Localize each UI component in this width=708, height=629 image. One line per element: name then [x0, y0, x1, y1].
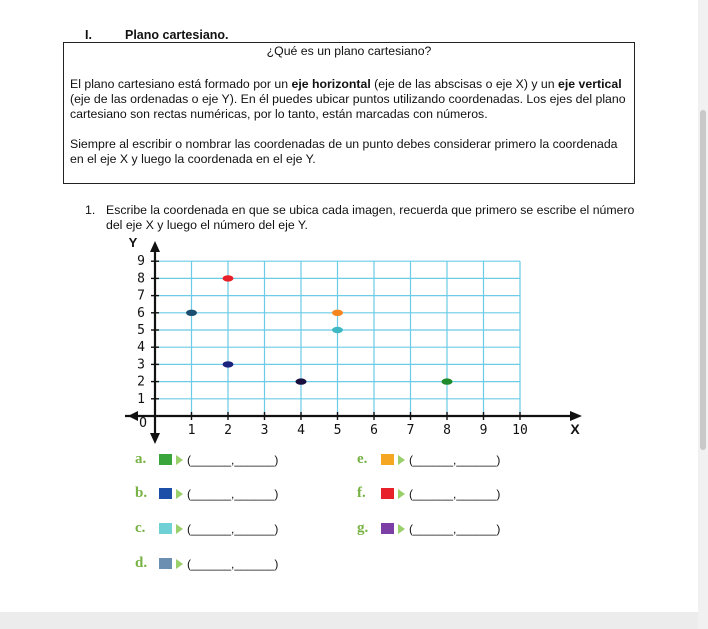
y-tick-label: 3	[137, 357, 145, 373]
triangle-arrow-icon	[176, 489, 183, 499]
color-swatch-icon	[159, 523, 172, 534]
triangle-arrow-icon	[398, 455, 405, 465]
answer-item	[357, 520, 500, 537]
answer-item	[357, 451, 500, 468]
answer-letter: b.	[135, 485, 148, 501]
color-swatch-icon	[381, 523, 394, 534]
p1-bold-horizontal: eje horizontal	[291, 77, 371, 91]
color-swatch-icon	[159, 558, 172, 569]
data-point	[223, 361, 234, 367]
answer-letter: g.	[357, 520, 369, 536]
x-tick-label: 4	[297, 423, 305, 438]
scrollbar-thumb[interactable]	[700, 110, 706, 450]
y-tick-label: 8	[137, 271, 145, 287]
color-swatch-icon	[381, 488, 394, 499]
answer-blank[interactable]: (______,______)	[187, 486, 279, 501]
color-swatch-icon	[159, 454, 172, 465]
task-number: 1.	[85, 203, 96, 217]
x-tick-label: 3	[260, 423, 269, 438]
x-tick-label: 9	[479, 423, 488, 438]
section-title: Plano cartesiano.	[125, 28, 229, 42]
y-tick-label: 2	[137, 374, 145, 390]
answer-letter: e.	[357, 451, 368, 467]
triangle-arrow-icon	[176, 455, 183, 465]
data-point	[332, 310, 343, 316]
y-tick-label: 6	[137, 305, 145, 321]
y-axis-arrow-down	[150, 433, 160, 444]
x-tick-label: 8	[443, 423, 451, 438]
y-axis-label: Y	[128, 235, 138, 250]
answer-blank[interactable]: (______,______)	[187, 452, 279, 467]
answer-blank[interactable]: (______,______)	[187, 556, 279, 571]
answer-blank[interactable]: (______,______)	[409, 521, 501, 536]
x-tick-label: 2	[224, 423, 232, 438]
data-point	[223, 275, 234, 281]
section-number: I.	[85, 28, 92, 42]
color-swatch-icon	[381, 454, 394, 465]
answer-item	[135, 555, 278, 572]
data-point	[186, 310, 197, 316]
color-swatch-icon	[159, 488, 172, 499]
p1-text-e: (eje de las ordenadas o eje Y). En él puedes ubicar puntos utilizando coordenadas. Los ejes del plano cartesiano son rectas numéricas, por lo tanto, están marcadas con números.	[70, 92, 626, 121]
y-tick-label: 1	[137, 391, 145, 407]
y-tick-label: 9	[137, 254, 145, 270]
answer-item	[135, 485, 278, 502]
triangle-arrow-icon	[176, 559, 183, 569]
data-point	[296, 378, 307, 384]
x-tick-label: 1	[187, 423, 196, 438]
x-axis-label: X	[570, 421, 580, 437]
x-tick-label: 5	[333, 423, 342, 438]
x-tick-label: 6	[370, 423, 378, 438]
x-tick-label: 10	[512, 423, 528, 438]
info-paragraph-2: Siempre al escribir o nombrar las coordenadas de un punto debes considerar primero la coordenada en el eje X y luego la coordenada en el eje Y.	[70, 137, 618, 166]
answer-blank[interactable]: (______,______)	[409, 486, 501, 501]
p1-bold-vertical: eje vertical	[558, 77, 622, 91]
answer-letter: c.	[135, 520, 146, 536]
answer-item	[135, 451, 278, 468]
answer-letter: d.	[135, 555, 148, 571]
answer-blank[interactable]: (______,______)	[409, 452, 501, 467]
answer-item	[357, 485, 500, 502]
triangle-arrow-icon	[398, 489, 405, 499]
origin-label: O	[139, 416, 147, 431]
y-axis-arrow-up	[150, 241, 160, 252]
data-point	[332, 327, 343, 333]
info-question: ¿Qué es un plano cartesiano?	[266, 44, 432, 58]
triangle-arrow-icon	[176, 524, 183, 534]
p1-text-a: El plano cartesiano está formado por un	[70, 77, 292, 91]
answer-letter: f.	[357, 485, 366, 501]
answer-blank[interactable]: (______,______)	[187, 521, 279, 536]
triangle-arrow-icon	[398, 524, 405, 534]
answer-letter: a.	[135, 451, 147, 467]
x-tick-label: 7	[406, 423, 415, 438]
task-text: Escribe la coordenada en que se ubica cada imagen, recuerda que primero se escribe el número del eje X y luego el número del eje Y.	[106, 203, 635, 232]
p1-text-c: (eje de las abscisas o eje X) y un	[370, 77, 559, 91]
y-tick-label: 5	[137, 323, 145, 338]
answer-item	[135, 520, 278, 537]
x-axis-arrow-left	[128, 411, 138, 421]
data-point	[442, 378, 453, 384]
y-tick-label: 4	[137, 340, 145, 356]
y-tick-label: 7	[137, 288, 145, 304]
x-axis-arrow-right	[570, 411, 582, 421]
scrollbar[interactable]	[698, 0, 708, 629]
